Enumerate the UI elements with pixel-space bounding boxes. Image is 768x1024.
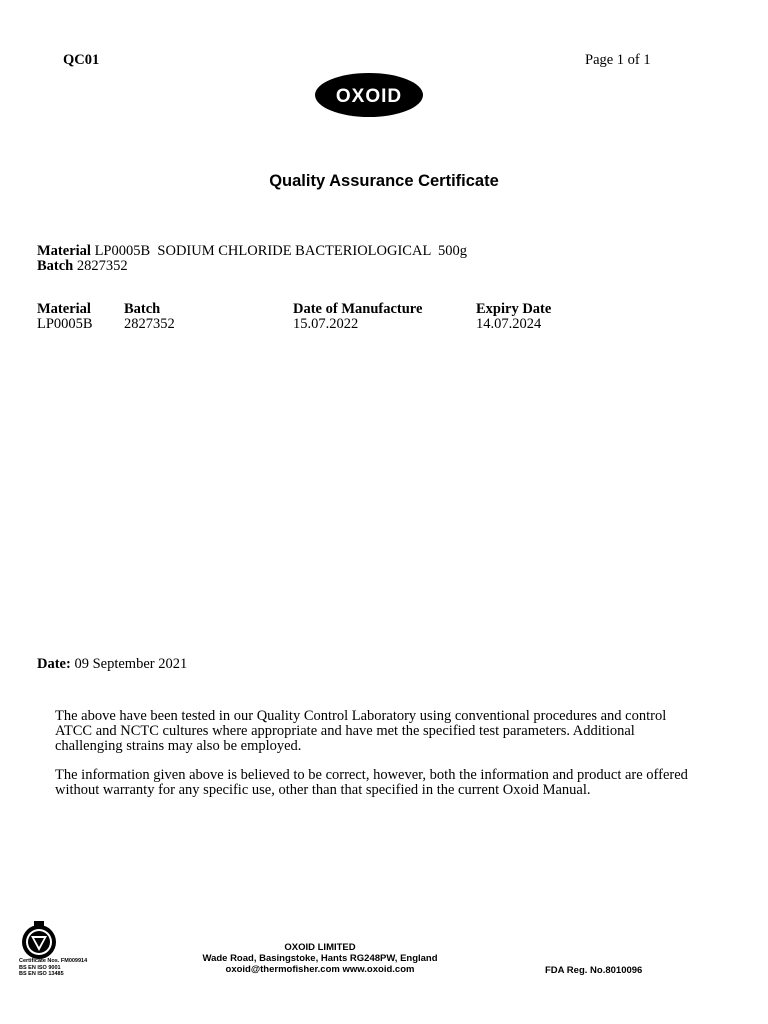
- table-cell-expiry-date: 14.07.2024: [476, 316, 542, 332]
- company-contact: oxoid@thermofisher.com www.oxoid.com: [225, 964, 415, 975]
- fda-registration: FDA Reg. No.8010096: [545, 965, 643, 976]
- company-address: Wade Road, Basingstoke, Hants RG248PW, England: [202, 953, 438, 964]
- summary-material-label: Material: [37, 243, 91, 259]
- company-info: [180, 942, 460, 975]
- table-cell-batch: 2827352: [124, 316, 175, 332]
- cert-line: BS EN ISO 9001: [19, 964, 61, 971]
- summary-batch-value: 2827352: [76, 258, 128, 274]
- page-number: Page 1 of 1: [585, 52, 651, 68]
- table-cell-manufacture-date: 15.07.2022: [293, 316, 359, 332]
- table-header-expiry-date: Expiry Date: [476, 301, 552, 317]
- document-code: QC01: [63, 52, 100, 68]
- certificate-date: [37, 657, 187, 672]
- bsi-certification-icon: [19, 920, 59, 960]
- page-title: Quality Assurance Certificate: [269, 172, 499, 190]
- summary-batch-label: Batch: [37, 258, 74, 274]
- paragraph-text: The above have been tested in our Quality Control Laboratory using conventional procedures and control ATCC and NCTC cultures where appropriate and have met the specified test parameters. Additional challenging strains may also be employed.: [55, 708, 667, 754]
- table-cell-material: LP0005B: [37, 316, 93, 332]
- company-name: OXOID LIMITED: [284, 942, 356, 953]
- summary-batch: [37, 259, 128, 274]
- table-header-manufacture-date: Date of Manufacture: [293, 301, 423, 317]
- table-header-batch: Batch: [124, 301, 161, 317]
- paragraph-text: The information given above is believed to be correct, however, both the information and product are offered without warranty for any specific use, other than that specified in the current Oxoid Manual.: [55, 767, 688, 798]
- summary-material: [37, 244, 467, 259]
- summary-material-value: LP0005B SODIUM CHLORIDE BACTERIOLOGICAL 500g: [94, 243, 468, 259]
- date-label: Date:: [37, 656, 71, 672]
- date-value: 09 September 2021: [74, 656, 188, 672]
- warranty-statement: [55, 768, 695, 798]
- cert-line: Certificate Nos. FM009914: [19, 958, 88, 964]
- oxoid-logo: [314, 72, 424, 118]
- cert-line: BS EN ISO 13485: [19, 971, 64, 977]
- certificate-numbers: [19, 958, 87, 978]
- logo-text: OXOID: [335, 86, 403, 107]
- testing-statement: [55, 709, 695, 754]
- table-header-material: Material: [37, 301, 91, 317]
